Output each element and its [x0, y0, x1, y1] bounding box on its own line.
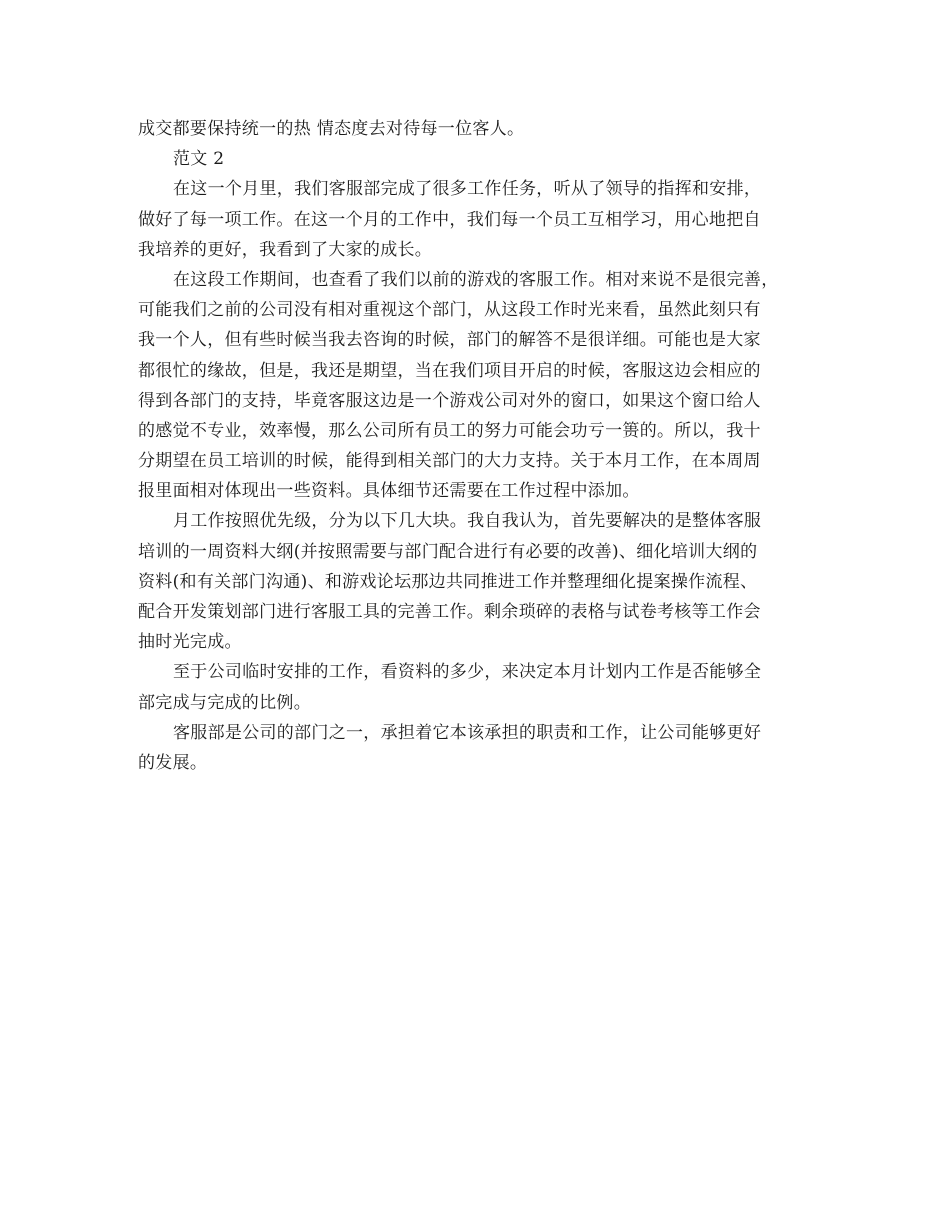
text-line: 客服部是公司的部门之一，承担着它本该承担的职责和工作，让公司能够更好	[173, 722, 762, 743]
text-line: 分期望在员工培训的时候，能得到相关部门的大力支持。关于本月工作，在本周周	[138, 451, 761, 472]
text-line: 月工作按照优先级，分为以下几大块。我自我认为，首先要解决的是整体客服	[173, 511, 762, 532]
text-line: 可能我们之前的公司没有相对重视这个部门，从这段工作时光来看，虽然此刻只有	[138, 300, 761, 321]
text-line: 部完成与完成的比例。	[138, 692, 311, 713]
document-page	[138, 114, 818, 778]
text-line: 培训的一周资料大纲(并按照需要与部门配合进行有必要的改善)、细化培训大纲的	[138, 541, 758, 562]
text-line: 的发展。	[138, 752, 208, 773]
text-line: 的感觉不专业，效率慢，那么公司所有员工的努力可能会功亏一篑的。所以，我十	[138, 420, 761, 441]
text-line: 我培养的更好，我看到了大家的成长。	[138, 239, 433, 260]
text-line: 在这一个月里，我们客服部完成了很多工作任务，听从了领导的指挥和安排，	[173, 179, 762, 200]
text-line: 配合开发策划部门进行客服工具的完善工作。剩余琐碎的表格与试卷考核等工作会	[138, 602, 761, 622]
text-line: 在这段工作期间，也查看了我们以前的游戏的客服工作。相对来说不是很完善，	[173, 269, 779, 290]
text-line: 报里面相对体现出一些资料。具体细节还需要在工作过程中添加。	[138, 481, 640, 502]
text-line: 至于公司临时安排的工作，看资料的多少，来决定本月计划内工作是否能够全	[173, 662, 762, 683]
text-line: 都很忙的缘故，但是，我还是期望，当在我们项目开启的时候，客服这边会相应的	[138, 360, 761, 381]
text-line: 成交都要保持统一的热 情态度去对待每一位客人。	[138, 119, 525, 139]
text-line: 我一个人，但有些时候当我去咨询的时候，部门的解答不是很详细。可能也是大家	[138, 330, 761, 351]
section-heading: 范文 2	[173, 149, 225, 170]
text-line: 得到各部门的支持，毕竟客服这边是一个游戏公司对外的窗口，如果这个窗口给人	[138, 390, 761, 411]
text-line: 资料(和有关部门沟通)、和游戏论坛那边共同推进工作并整理细化提案操作流程、	[138, 571, 758, 592]
text-line: 做好了每一项工作。在这一个月的工作中，我们每一个员工互相学习，用心地把自	[138, 209, 761, 230]
text-line: 抽时光完成。	[138, 632, 242, 653]
